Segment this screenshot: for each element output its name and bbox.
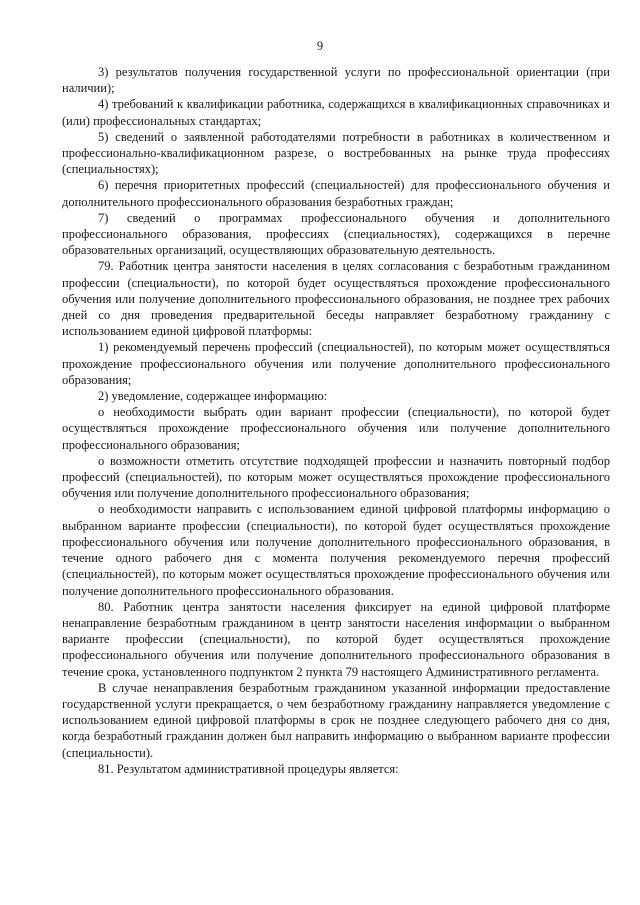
document-body: [62, 64, 610, 777]
paragraph-notice-choose: о необходимости выбрать один вариант профессии (специальности), по которой будет осуществляться прохождение профессионального обучения или получение дополнительного профессионального образования;: [62, 405, 610, 452]
paragraph-termination: В случае ненаправления безработным гражданином указанной информации предоставление государственной услуги прекращается, о чем безработному гражданину направляется уведомление с использованием единой цифровой платформы в срок не позднее следующего рабочего дня со дня, когда безработный гражданин должен был направить информацию о выбранном варианте профессии (специальности).: [62, 680, 610, 760]
paragraph-item-4: 4) требований к квалификации работника, содержащихся в квалификационных справочниках и (или) профессиональных стандартах;: [62, 97, 610, 128]
paragraph-clause-80: 80. Работник центра занятости населения фиксирует на единой цифровой платформе ненаправление безработным гражданином в центр занятости населения информации о выбранном варианте профессии (специальности), по которой будет осуществляться прохождение профессионального обучения или получение дополнительного профессионального образования в течение срока, установленного подпунктом 2 пункта 79 настоящего Административного регламента.: [62, 599, 610, 679]
paragraph-clause-81: 81. Результатом административной процедуры является:: [98, 761, 399, 776]
paragraph-item-3: 3) результатов получения государственной услуги по профессиональной ориентации (при наличии);: [62, 65, 610, 96]
paragraph-item-5: 5) сведений о заявленной работодателями потребности в работниках в количественном и профессионально-квалификационном разрезе, о востребованных на рынке труда профессиях (специальностях);: [62, 129, 610, 177]
paragraph-item-6: 6) перечня приоритетных профессий (специальностей) для профессионального обучения и дополнительного профессионального образования безработных граждан;: [62, 178, 610, 209]
paragraph-79-item-2: 2) уведомление, содержащее информацию:: [98, 389, 328, 404]
paragraph-79-item-1: 1) рекомендуемый перечень профессий (специальностей), по которым может осуществляться прохождение профессионального обучения или получение дополнительного профессионального образования;: [62, 340, 610, 387]
paragraph-clause-79: 79. Работник центра занятости населения в целях согласования с безработным гражданином профессии (специальности), по которой будет осуществляться прохождение профессионального обучения или получение дополнительного профессионального образования, не позднее трех рабочих дней со дня проведения предварительной беседы направляет безработному гражданину с использованием единой цифровой платформы:: [62, 259, 610, 339]
page-number: 9: [316, 39, 324, 53]
paragraph-notice-repeat: о возможности отметить отсутствие подходящей профессии и назначить повторный подбор профессий (специальностей), по которым может осуществляться прохождение профессионального обучения или получение дополнительного профессионального образования;: [62, 453, 610, 501]
paragraph-notice-send: о необходимости направить с использованием единой цифровой платформы информацию о выбранном варианте профессии (специальности), по которой будет осуществляться прохождение профессионального обучения или получение дополнительного профессионального образования, в течение одного рабочего дня с момента получения рекомендуемого перечня профессий (специальностей), по которым может осуществляться прохождение профессионального обучения или получение дополнительного профессионального образования.: [62, 502, 610, 598]
paragraph-item-7: 7) сведений о программах профессионального обучения и дополнительного профессионального образования, профессиях (специальностях), содержащихся в перечне образовательных организаций, осуществляющих образовательную деятельность.: [62, 210, 610, 258]
